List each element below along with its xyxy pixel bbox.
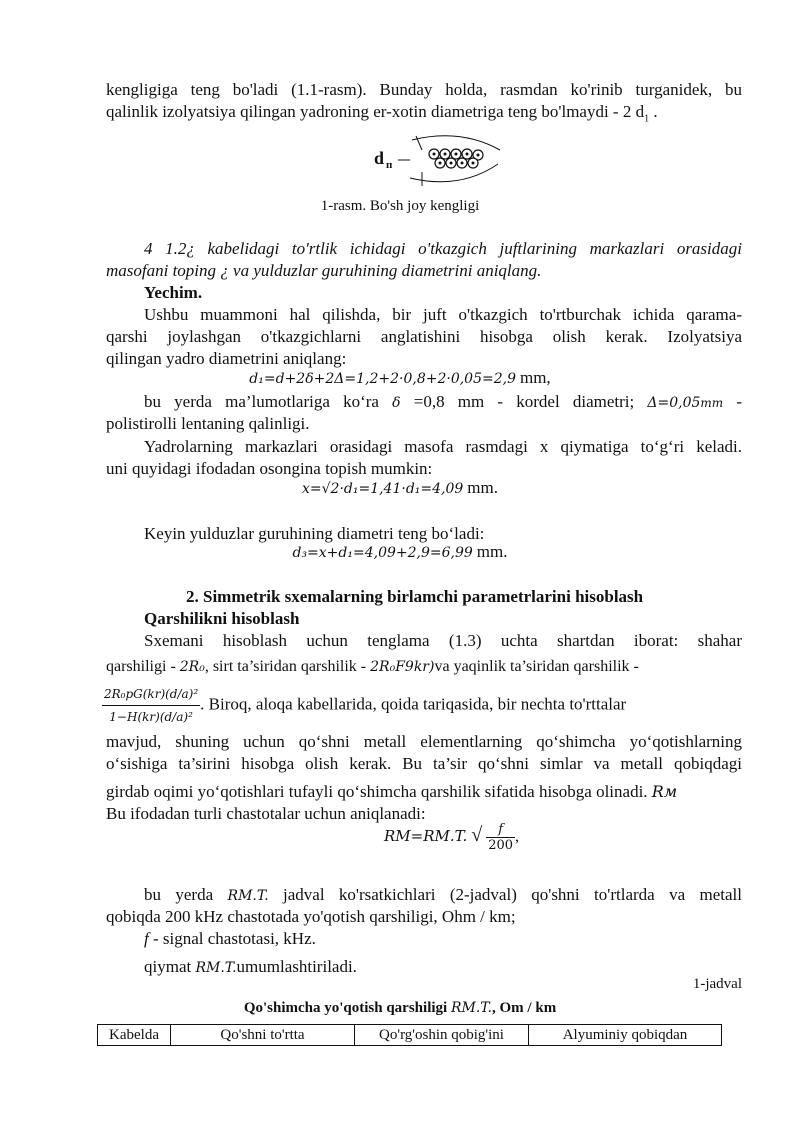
- s2-expr-RMT: RM.T.: [227, 888, 269, 904]
- p2-text-a: bu yerda ma’lumotlariga ko‘ra: [144, 392, 379, 411]
- p2-text-c: -: [736, 392, 743, 411]
- section2-line-8: [106, 884, 742, 907]
- intro-line-2: [106, 101, 742, 130]
- section2-line-1: Sxemani hisoblash uchun tenglama (1.3) uchta shartdan iborat: shahar: [144, 631, 742, 650]
- equation-RM-end: ,: [515, 828, 520, 846]
- resistance-table: [97, 1024, 722, 1046]
- equation-RM-num: f: [486, 822, 515, 838]
- equation-RM-lhs: RM=RM.T.: [384, 827, 468, 846]
- table-header-cell: Qo'rg'oshin qobig'ini: [355, 1025, 529, 1046]
- task-line-1: 4 1.2¿ kabelidagi to'rtlik ichidagi o'tkazgich juftlarining markazlari orasidagi: [144, 239, 742, 258]
- sqrt-sign: √: [471, 824, 483, 847]
- solution-p1-line-3: qilingan yadro diametrini aniqlang:: [106, 349, 347, 368]
- p2-delta: δ: [392, 395, 401, 411]
- section2-line-5: o‘sishiga ta’sirini hisobga olish kerak. Bu ta’sir qo‘shni simlar va metall qobiqdagi: [106, 754, 742, 773]
- s2-expr-2R0: 2R₀: [179, 659, 205, 675]
- s2-l8-a: bu yerda: [144, 885, 214, 904]
- equation-RM-den: 200: [488, 838, 514, 853]
- intro-sub: 1: [644, 113, 650, 125]
- table-header-cell: Alyuminiy qobiqdan: [529, 1025, 722, 1046]
- equation-d3: [0, 542, 800, 562]
- s2-expr-skin: 2R₀F9kr): [370, 659, 435, 675]
- solution-p2-line-1: [106, 391, 742, 414]
- table-label: 1-jadval: [692, 976, 742, 992]
- section2-line-4: mavjud, shuning uchun qo‘shni metall elementlarning qo‘shimcha yo‘qotishlarning: [106, 732, 742, 751]
- solution-p3-line-1: Yadrolarning markazlari orasidagi masofa rasmdagi x qiymatiga to‘g‘ri keladi.: [144, 437, 742, 456]
- section2-line-7: Bu ifodadan turli chastotalar uchun aniqlanadi:: [106, 804, 426, 823]
- solution-p2-line-2: polistirolli lentaning qalinligi.: [106, 414, 310, 433]
- s2-l6-text: girdab oqimi yo‘qotishlari tufayli qo‘shimcha qarshilik sifatida hisobga olinadi.: [106, 782, 648, 801]
- s2-l11-a: qiymat: [144, 957, 192, 976]
- solution-p1-line-1: Ushbu muammoni hal qilishda, bir juft o'tkazgich to'rtburchak ichida qarama-: [144, 305, 742, 324]
- s2-l8-b: jadval ko'rsatkichlari (2-jadval) qo'shni to'rtlarda va metall: [283, 885, 742, 904]
- figure-label-sub: п: [386, 159, 393, 171]
- equation-x-unit: mm.: [467, 478, 498, 497]
- section2-line-3: [102, 683, 742, 728]
- proximity-fraction: [102, 683, 200, 728]
- solution-p1-line-2: qarshi joylashgan o'tkazgichlarni anglatishini hisobga olish kerak. Izolyatsiya: [106, 327, 742, 346]
- cable-diagram-image: [370, 130, 520, 190]
- task-line-2: masofani toping ¿ va yulduzlar guruhining diametrini aniqlang.: [106, 261, 542, 280]
- equation-RM: [384, 822, 519, 853]
- intro-end: .: [653, 102, 658, 121]
- section2-line-11: [106, 956, 742, 979]
- equation-d3-unit: mm.: [476, 542, 508, 561]
- table-title-expr: RM.T.: [450, 1000, 493, 1016]
- p2-Delta: Δ=0,05: [647, 395, 701, 411]
- equation-d3-expr: d₃=x+d₁=4,09+2,9=6,99: [292, 545, 473, 561]
- s2-l3-text: . Biroq, aloqa kabellarida, qoida tariqasida, bir nechta to'rttalar: [200, 694, 627, 714]
- equation-RM-fraction: [486, 822, 515, 853]
- figure-caption: 1-rasm. Bo'sh joy kengligi: [320, 198, 480, 214]
- section2-line-10: [106, 928, 742, 950]
- table-title: [0, 1000, 800, 1017]
- equation-x: [0, 478, 800, 498]
- solution-p4: Keyin yulduzlar guruhining diametri teng bo‘ladi:: [144, 524, 485, 543]
- s2-l10-text: - signal chastotasi, kHz.: [152, 929, 316, 948]
- p2-Delta-unit: mm: [700, 396, 724, 410]
- p2-text-b: =0,8 mm - kordel diametri;: [413, 392, 635, 411]
- solution-heading: Yechim.: [144, 283, 203, 302]
- s2-f-symbol: f: [144, 929, 149, 948]
- section2-line-6: [106, 781, 742, 803]
- s2-l2-a: qarshiligi -: [106, 658, 176, 675]
- table-title-b: , Om / km: [492, 1000, 557, 1016]
- solution-p3-line-2: uni quyidagi ifodadan osongina topish mumkin:: [106, 459, 433, 478]
- cable-figure: [370, 130, 520, 190]
- section2-title: 2. Simmetrik sxemalarning birlamchi parametrlarini hisoblash: [186, 587, 644, 606]
- fraction-numerator: 2R₀pG(kr)(d/a)²: [102, 683, 200, 706]
- section2-line-9: qobiqda 200 kHz chastotada yo'qotish qarshiligi, Ohm / km;: [106, 907, 516, 926]
- equation-d1: [0, 368, 800, 388]
- table-header-cell: Qo'shni to'rtta: [171, 1025, 355, 1046]
- s2-expr-RM: Rм: [651, 782, 678, 801]
- intro-line-1: kengligiga teng bo'ladi (1.1-rasm). Bunday holda, rasmdan ko'rinib turganidek, bu: [106, 80, 742, 99]
- section2-subtitle: Qarshilikni hisoblash: [144, 609, 300, 628]
- table-title-a: Qo'shimcha yo'qotish qarshiligi: [243, 1000, 448, 1016]
- s2-l2-c: va yaqinlik ta’siridan qarshilik -: [434, 658, 639, 675]
- table-header-row: [98, 1025, 722, 1046]
- equation-x-expr: x=√2·d₁=1,41·d₁=4,09: [301, 481, 464, 497]
- s2-expr-RMT-2: RM.T.: [195, 960, 237, 976]
- equation-d1-expr: d₁=d+2δ+2Δ=1,2+2·0,8+2·0,05=2,9: [249, 371, 516, 387]
- section2-line-2: [106, 656, 742, 678]
- s2-l11-b: umumlashtiriladi.: [236, 957, 357, 976]
- table-header-cell: Kabelda: [98, 1025, 171, 1046]
- fraction-denominator: 1−H(kr)(d/a)²: [109, 710, 193, 724]
- equation-d1-unit: mm,: [519, 368, 551, 387]
- intro-text: qalinlik izolyatsiya qilingan yadroning er-xotin diametriga teng bo'lmaydi - 2 d: [106, 102, 645, 121]
- s2-l2-b: , sirt ta’siridan qarshilik -: [204, 658, 367, 675]
- figure-label-d: d: [374, 148, 385, 168]
